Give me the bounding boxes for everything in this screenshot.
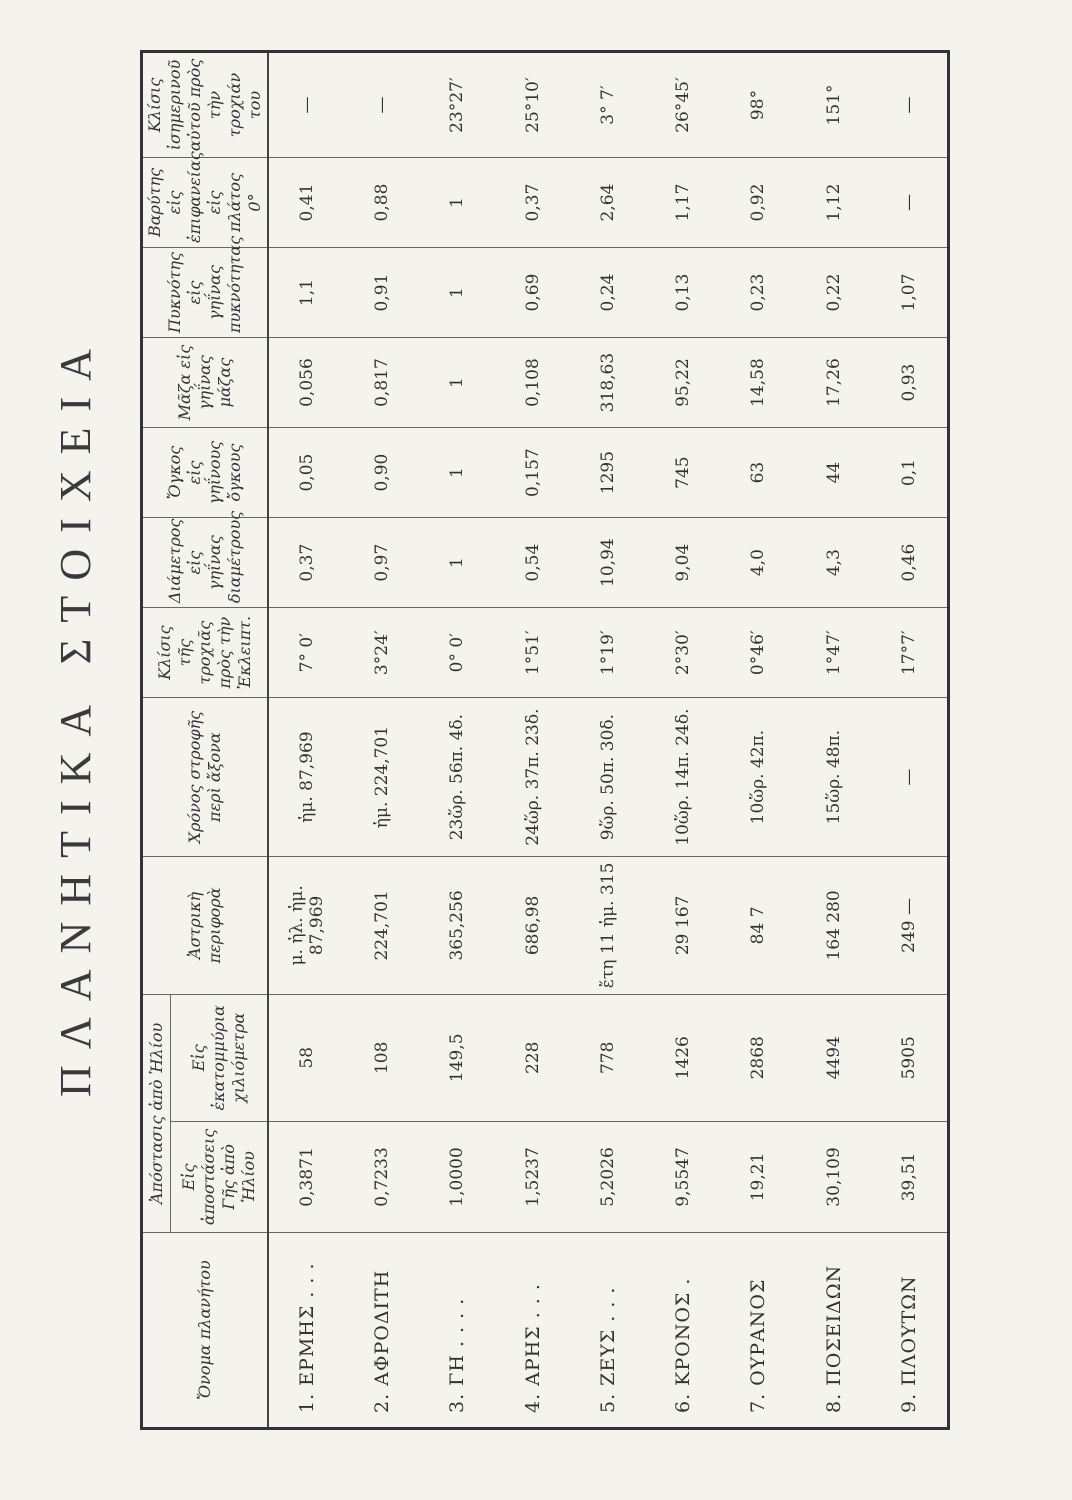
table-row <box>420 52 495 1429</box>
cell-rotation: 15ὥρ. 48π. <box>796 698 871 857</box>
header-distance-group: Ἀπόστασις ἀπὸ Ἡλίου <box>142 994 171 1232</box>
cell-sidereal: 29 167 <box>646 857 721 995</box>
header-rotation: Χρόνος στροφῆς περὶ ἄξονα <box>142 698 269 857</box>
cell-inclination: 1°51′ <box>495 608 570 698</box>
cell-rotation: 10ὥρ. 42π. <box>721 698 796 857</box>
header-inclination: Κλίσις τῆς τροχιᾶς πρὸς τὴν Ἐκλειπτ. <box>142 608 269 698</box>
cell-sidereal: 224,701 <box>345 857 420 995</box>
cell-gravity: 1,12 <box>796 157 871 247</box>
table-row <box>495 52 570 1429</box>
cell-dist-km: 149,5 <box>420 994 495 1121</box>
cell-dist-km: 228 <box>495 994 570 1121</box>
cell-diameter: 4,3 <box>796 518 871 608</box>
cell-volume: 1 <box>420 428 495 518</box>
cell-inclination: 0° 0′ <box>420 608 495 698</box>
cell-density: 0,91 <box>345 248 420 338</box>
cell-dist-au: 19,21 <box>721 1121 796 1232</box>
cell-gravity: 2,64 <box>570 157 645 247</box>
cell-sidereal: 249 — <box>871 857 948 995</box>
cell-mass: 0,817 <box>345 338 420 428</box>
cell-density: 0,69 <box>495 248 570 338</box>
cell-volume: 745 <box>646 428 721 518</box>
cell-sidereal: 84 7 <box>721 857 796 995</box>
cell-sidereal: μ. ἡλ. ἡμ. 87,969 <box>268 857 345 995</box>
cell-dist-au: 5,2026 <box>570 1121 645 1232</box>
cell-volume: 0,1 <box>871 428 948 518</box>
header-axial-tilt: Κλίσις ἰσημερινοῦ αὐτοῦ πρὸς τὴν τροχιάν του <box>142 52 269 158</box>
cell-inclination: 1°47′ <box>796 608 871 698</box>
table-body <box>268 52 949 1429</box>
cell-dist-au: 1,5237 <box>495 1121 570 1232</box>
table-row <box>796 52 871 1429</box>
header-volume: Ὄγκος εἰς γηΐνους ὄγκους <box>142 428 269 518</box>
cell-inclination: 3°24′ <box>345 608 420 698</box>
cell-name: 7. ΟΥΡΑΝΟΣ <box>721 1233 796 1429</box>
cell-volume: 0,05 <box>268 428 345 518</box>
cell-mass: 0,93 <box>871 338 948 428</box>
cell-dist-km: 5905 <box>871 994 948 1121</box>
cell-dist-au: 0,7233 <box>345 1121 420 1232</box>
header-dist-au: Εἰς ἀποστάσεις Γῆς ἀπὸ Ἡλίου <box>171 1121 268 1232</box>
cell-rotation: 9ὥρ. 50π. 30δ. <box>570 698 645 857</box>
cell-sidereal: 686,98 <box>495 857 570 995</box>
cell-gravity: 0,88 <box>345 157 420 247</box>
cell-volume: 44 <box>796 428 871 518</box>
cell-dist-km: 58 <box>268 994 345 1121</box>
cell-gravity: 0,92 <box>721 157 796 247</box>
cell-density: 1,1 <box>268 248 345 338</box>
cell-mass: 0,108 <box>495 338 570 428</box>
cell-mass: 95,22 <box>646 338 721 428</box>
cell-dist-km: 1426 <box>646 994 721 1121</box>
header-density: Πυκνότης εἰς γηΐνας πυκνότητας <box>142 248 269 338</box>
cell-dist-au: 30,109 <box>796 1121 871 1232</box>
cell-inclination: 17°7′ <box>871 608 948 698</box>
cell-inclination: 2°30′ <box>646 608 721 698</box>
cell-diameter: 4,0 <box>721 518 796 608</box>
cell-axial-tilt: — <box>268 52 345 158</box>
cell-density: 1 <box>420 248 495 338</box>
cell-density: 0,13 <box>646 248 721 338</box>
cell-axial-tilt: 151° <box>796 52 871 158</box>
cell-sidereal: 365,256 <box>420 857 495 995</box>
cell-sidereal: 164 280 <box>796 857 871 995</box>
cell-rotation: 10ὥρ. 14π. 24δ. <box>646 698 721 857</box>
header-diameter: Διάμετρος εἰς γηΐνας διαμέτρους <box>142 518 269 608</box>
cell-mass: 0,056 <box>268 338 345 428</box>
planet-data-table <box>140 50 950 1430</box>
cell-dist-km: 778 <box>570 994 645 1121</box>
cell-name: 6. ΚΡΟΝΟΣ . <box>646 1233 721 1429</box>
cell-gravity: — <box>871 157 948 247</box>
cell-axial-tilt: 26°45′ <box>646 52 721 158</box>
header-name: Ὄνομα πλανήτου <box>142 1233 269 1429</box>
cell-density: 0,22 <box>796 248 871 338</box>
cell-diameter: 1 <box>420 518 495 608</box>
cell-name: 3. ΓΗ . . . . <box>420 1233 495 1429</box>
cell-inclination: 7° 0′ <box>268 608 345 698</box>
cell-diameter: 10,94 <box>570 518 645 608</box>
cell-gravity: 1 <box>420 157 495 247</box>
cell-axial-tilt: 25°10′ <box>495 52 570 158</box>
table-row <box>721 52 796 1429</box>
header-mass: Μᾶζα εἰς γηΐνας μάζας <box>142 338 269 428</box>
cell-diameter: 0,46 <box>871 518 948 608</box>
page-title: ΠΛΑΝΗΤΙΚΑ ΣΤΟΙΧΕΙΑ <box>51 333 100 1097</box>
cell-inclination: 1°19′ <box>570 608 645 698</box>
cell-gravity: 1,17 <box>646 157 721 247</box>
cell-name: 9. ΠΛΟΥΤΩΝ <box>871 1233 948 1429</box>
cell-name: 1. ΕΡΜΗΣ . . . <box>268 1233 345 1429</box>
header-sidereal: Ἀστρικὴ περιφορὰ <box>142 857 269 995</box>
cell-dist-au: 0,3871 <box>268 1121 345 1232</box>
header-gravity: Βαρύτης εἰς ἐπιφανείας εἰς πλάτος 0° <box>142 157 269 247</box>
cell-diameter: 0,37 <box>268 518 345 608</box>
cell-volume: 63 <box>721 428 796 518</box>
cell-mass: 1 <box>420 338 495 428</box>
cell-axial-tilt: — <box>345 52 420 158</box>
table-row <box>646 52 721 1429</box>
cell-dist-km: 2868 <box>721 994 796 1121</box>
cell-rotation: — <box>871 698 948 857</box>
cell-gravity: 0,37 <box>495 157 570 247</box>
cell-diameter: 0,97 <box>345 518 420 608</box>
cell-volume: 0,90 <box>345 428 420 518</box>
cell-rotation: ἡμ. 224,701 <box>345 698 420 857</box>
cell-diameter: 0,54 <box>495 518 570 608</box>
cell-inclination: 0°46′ <box>721 608 796 698</box>
cell-sidereal: ἔτη 11 ἡμ. 315 <box>570 857 645 995</box>
cell-axial-tilt: 3° 7′ <box>570 52 645 158</box>
header-dist-km: Εἰς ἑκατομμύρια χιλιόμετρα <box>171 994 268 1121</box>
cell-axial-tilt: — <box>871 52 948 158</box>
table-row <box>871 52 948 1429</box>
cell-rotation: ἡμ. 87,969 <box>268 698 345 857</box>
table-row <box>345 52 420 1429</box>
cell-dist-au: 1,0000 <box>420 1121 495 1232</box>
table-row <box>570 52 645 1429</box>
cell-dist-km: 108 <box>345 994 420 1121</box>
cell-density: 0,24 <box>570 248 645 338</box>
cell-dist-km: 4494 <box>796 994 871 1121</box>
cell-diameter: 9,04 <box>646 518 721 608</box>
cell-gravity: 0,41 <box>268 157 345 247</box>
cell-volume: 0,157 <box>495 428 570 518</box>
cell-rotation: 23ὥρ. 56π. 4δ. <box>420 698 495 857</box>
cell-dist-au: 9,5547 <box>646 1121 721 1232</box>
cell-axial-tilt: 98° <box>721 52 796 158</box>
cell-name: 2. ΑΦΡΟΔΙΤΗ <box>345 1233 420 1429</box>
cell-mass: 14,58 <box>721 338 796 428</box>
cell-axial-tilt: 23°27′ <box>420 52 495 158</box>
cell-name: 8. ΠΟΣΕΙΔΩΝ <box>796 1233 871 1429</box>
cell-mass: 17,26 <box>796 338 871 428</box>
cell-mass: 318,63 <box>570 338 645 428</box>
cell-name: 4. ΑΡΗΣ . . . <box>495 1233 570 1429</box>
cell-dist-au: 39,51 <box>871 1121 948 1232</box>
cell-density: 1,07 <box>871 248 948 338</box>
cell-volume: 1295 <box>570 428 645 518</box>
cell-rotation: 24ὥρ. 37π. 23δ. <box>495 698 570 857</box>
table-row <box>268 52 345 1429</box>
cell-name: 5. ΖΕΥΣ . . . <box>570 1233 645 1429</box>
cell-density: 0,23 <box>721 248 796 338</box>
